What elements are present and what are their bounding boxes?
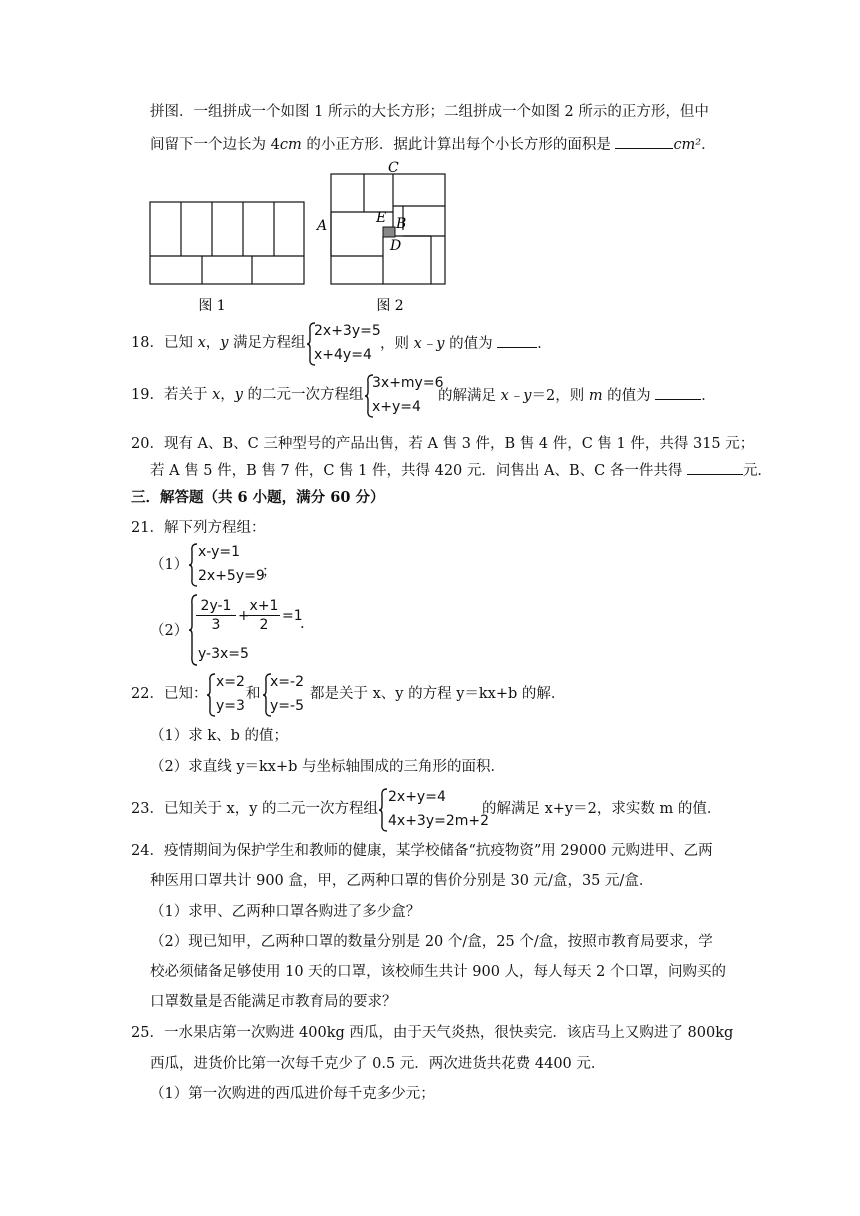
q21-part2-end: . xyxy=(300,616,305,632)
q21-part2-frac1-den: 3 xyxy=(211,617,221,633)
q21-part2-frac2 xyxy=(248,598,280,633)
q19-num: 19． xyxy=(131,387,164,403)
label-B: B xyxy=(396,216,407,232)
q18-expr: x﹣y xyxy=(413,336,445,352)
q21-part2-equals-one: =1 xyxy=(282,608,303,624)
q17-answer-blank[interactable] xyxy=(615,134,673,149)
q19-y: y xyxy=(234,387,243,403)
label-C: C xyxy=(388,160,399,176)
q21-part2-frac2-num: x+1 xyxy=(249,598,279,614)
q19-eq2: x+y=4 xyxy=(372,399,421,415)
q25-line1: 25．一水果店第一次购进 400kg 西瓜，由于天气炎热，很快卖完．该店马上又购进了 800kg xyxy=(131,1025,734,1041)
q24-sub2-line3: 口罩数量是否能满足市教育局的要求？ xyxy=(150,994,397,1010)
q21-part1-brace xyxy=(188,543,198,587)
q21-part2-frac2-den: 2 xyxy=(259,617,269,633)
q17-unit-cm: cm xyxy=(279,137,302,153)
q22-s1-eq2: y=3 xyxy=(216,698,245,714)
q22-s2-eq2: y=-5 xyxy=(270,698,304,714)
q19-post2: ＝2，则 xyxy=(531,388,589,404)
q18-answer-blank[interactable] xyxy=(497,333,537,348)
q17-line1: 拼图．一组拼成一个如图 1 所示的大长方形；二组拼成一个如图 2 所示的正方形，但中 xyxy=(150,104,709,120)
q18-pre: 已知 xyxy=(163,335,198,351)
q18-comma: ， xyxy=(205,335,221,351)
q19-end: ． xyxy=(701,388,716,404)
label-E: E xyxy=(376,210,387,226)
q18-y: y xyxy=(220,335,229,351)
q21-part2-frac1 xyxy=(196,598,236,633)
q23-pre: 23．已知关于 x，y 的二元一次方程组 xyxy=(131,801,379,817)
q21-stem: 21．解下列方程组： xyxy=(131,520,266,536)
section-3-heading: 三．解答题（共 6 小题，满分 60 分） xyxy=(131,489,385,506)
q17-figures xyxy=(0,160,860,320)
q18-stem xyxy=(131,333,306,353)
q23-eq2: 4x+3y=2m+2 xyxy=(388,813,490,829)
q19-pre: 若关于 xyxy=(163,387,213,403)
q21-part1-label: （1） xyxy=(150,557,189,573)
q22-s1-eq1: x=2 xyxy=(216,674,245,690)
q24-sub2-line1: （2）现已知甲，乙两种口罩的数量分别是 20 个/盒，25 个/盒，按照市教育局要求，学 xyxy=(150,934,713,950)
q22-and: 和 xyxy=(246,686,261,702)
q23-eq1: 2x+y=4 xyxy=(388,789,446,805)
q19-stem xyxy=(131,385,364,405)
q19-mid: 的二元一次方程组 xyxy=(242,387,364,403)
q17-end: ． xyxy=(701,137,716,153)
q19-m: m xyxy=(588,388,603,404)
q21-part2-plus: + xyxy=(238,608,250,624)
q19-post1: 的解满足 xyxy=(438,388,501,404)
q22-s2-eq1: x=-2 xyxy=(270,674,304,690)
q23-brace xyxy=(378,788,388,832)
q18-eq1: 2x+3y=5 xyxy=(314,323,381,339)
q17-line2-a: 间留下一个边长为 4 xyxy=(150,137,280,153)
q19-answer-blank[interactable] xyxy=(655,385,701,400)
figure-1-caption: 图 1 xyxy=(198,298,226,314)
q17-unit: cm² xyxy=(673,137,702,153)
q18-x: x xyxy=(197,335,206,351)
q19-tail xyxy=(438,385,716,406)
figure-2-caption: 图 2 xyxy=(376,298,404,314)
q17-line2-c: 的小正方形．据此计算出每个小长方形的面积是 xyxy=(301,137,616,153)
figure-2-center-square xyxy=(383,227,395,237)
q19-post3: 的值为 xyxy=(602,388,656,404)
q25-line2: 西瓜，进货价比第一次每千克少了 0.5 元．两次进货共花费 4400 元． xyxy=(150,1056,606,1072)
figure-1 xyxy=(150,202,304,284)
q17-line2 xyxy=(150,134,716,155)
q22-sub2: （2）求直线 y＝kx+b 与坐标轴围成的三角形的面积． xyxy=(150,759,506,775)
q21-part1-eq1: x-y=1 xyxy=(198,544,241,560)
label-A: A xyxy=(317,218,328,234)
q25-sub1: （1）第一次购进的西瓜进价每千克多少元； xyxy=(150,1086,435,1102)
q18-post2: 的值为 xyxy=(444,336,498,352)
q20-end: 元． xyxy=(742,463,772,479)
q18-eq2: x+4y=4 xyxy=(314,347,372,363)
label-D: D xyxy=(390,238,402,254)
q18-num: 18． xyxy=(131,335,164,351)
q21-part2-eq2: y-3x=5 xyxy=(198,646,249,662)
q23-post: 的解满足 x+y＝2，求实数 m 的值． xyxy=(482,801,722,817)
q19-comma: ， xyxy=(220,387,235,403)
q19-expr: x﹣y xyxy=(500,388,532,404)
q21-part1-end: ； xyxy=(262,564,277,580)
q22-brace-1 xyxy=(206,673,216,717)
q18-end: ． xyxy=(537,336,552,352)
q18-tail xyxy=(380,333,552,354)
q21-part2-frac2-bar xyxy=(248,615,280,616)
q21-part2-frac1-bar xyxy=(196,615,236,616)
q18-mid: 满足方程组 xyxy=(228,335,306,351)
q21-part2-label: （2） xyxy=(150,623,189,639)
q24-line2: 种医用口罩共计 900 盒，甲，乙两种口罩的售价分别是 30 元/盒，35 元/盒． xyxy=(150,873,654,889)
q22-sub1: （1）求 k、b 的值； xyxy=(150,728,289,744)
q24-sub2-line2: 校必须储备足够使用 10 天的口罩，该校师生共计 900 人，每人每天 2 个口罩，问购买的 xyxy=(150,964,727,980)
q24-line1: 24．疫情期间为保护学生和教师的健康，某学校储备“抗疫物资”用 29000 元购进甲、乙两 xyxy=(131,843,713,859)
q21-part2-frac1-num: 2y-1 xyxy=(200,598,232,614)
q22-post: 都是关于 x、y 的方程 y＝kx+b 的解． xyxy=(310,686,566,702)
q22-pre: 22．已知： xyxy=(131,686,208,702)
q20-line2-text: 若 A 售 5 件，B 售 7 件，C 售 1 件，共得 420 元．问售出 A、B、C 各一件共得 xyxy=(150,463,687,479)
q24-sub1: （1）求甲、乙两种口罩各购进了多少盒？ xyxy=(150,904,421,920)
q20-answer-blank[interactable] xyxy=(687,460,743,475)
q19-x: x xyxy=(212,387,221,403)
q19-eq1: 3x+my=6 xyxy=(372,375,444,391)
q20-line2 xyxy=(150,460,772,481)
q20-line1: 20．现有 A、B、C 三种型号的产品出售，若 A 售 3 件，B 售 4 件，C 售 1 件，共得 315 元； xyxy=(131,436,755,452)
q21-part1-eq2: 2x+5y=9 xyxy=(198,568,265,584)
q18-post1: ，则 xyxy=(380,336,414,352)
